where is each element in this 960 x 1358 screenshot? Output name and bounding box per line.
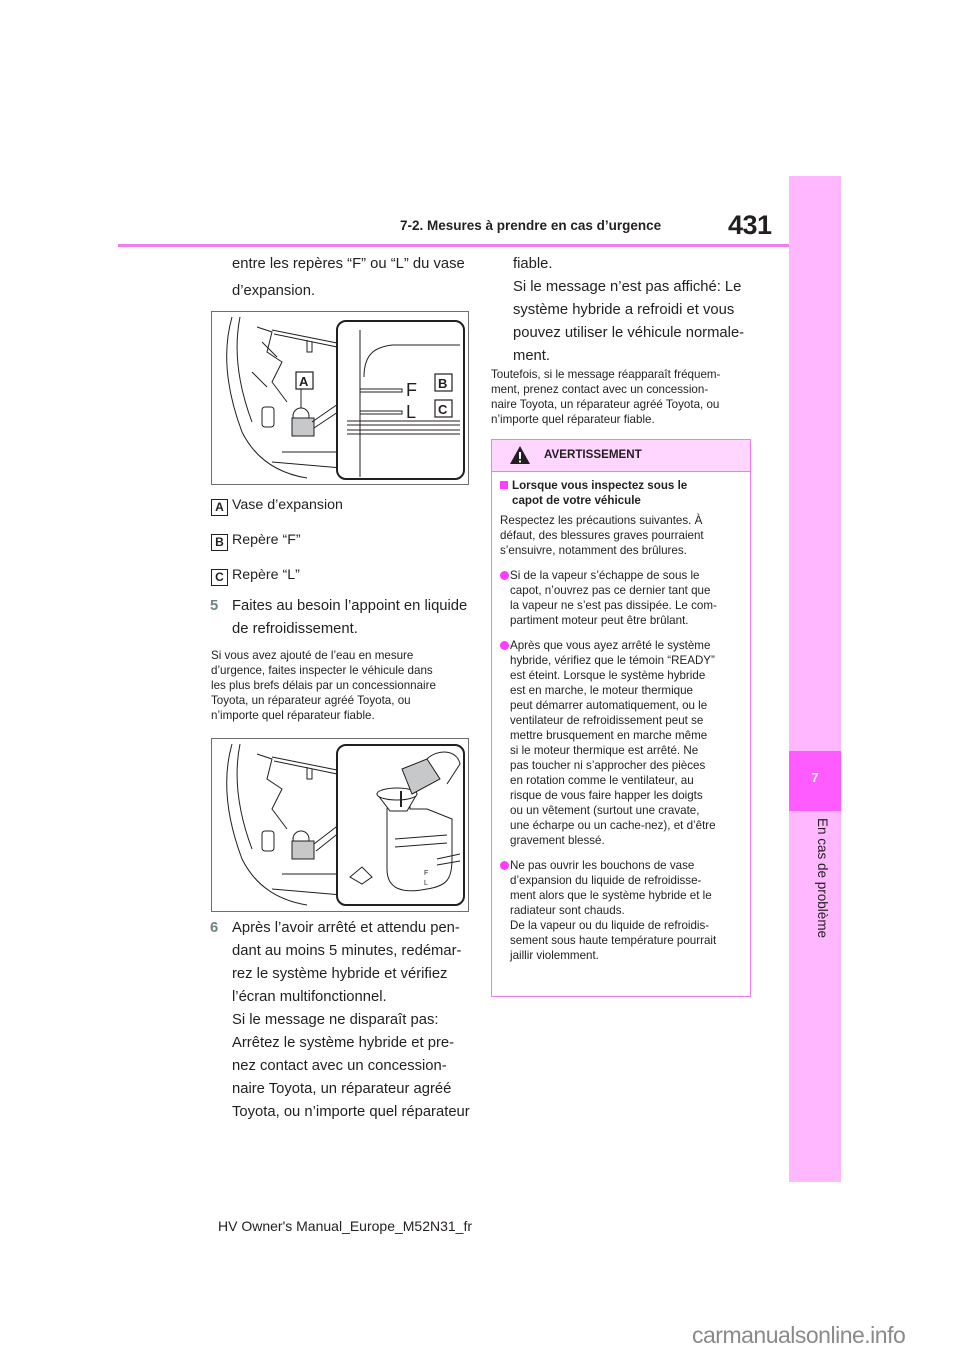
svg-text:F: F bbox=[424, 870, 429, 877]
circle-bullet-icon bbox=[500, 641, 509, 650]
warning-text: pas toucher ni s’approcher des pièces bbox=[510, 759, 706, 772]
svg-text:C: C bbox=[438, 402, 448, 417]
warning-heading-text: Lorsque vous inspectez sous le bbox=[512, 479, 688, 492]
warning-text: s’ensuivre, notamment des brûlures. bbox=[500, 544, 687, 557]
step-text: ment. bbox=[513, 348, 551, 364]
square-bullet-icon bbox=[500, 481, 508, 489]
note-line: les plus brefs délais par un concessionnaire bbox=[211, 679, 436, 692]
section-title: 7-2. Mesures à prendre en cas d’urgence bbox=[400, 218, 662, 233]
warning-title: AVERTISSEMENT bbox=[544, 448, 642, 461]
warning-text: en rotation comme le ventilateur, au bbox=[510, 774, 694, 787]
step-number: 5 bbox=[210, 598, 219, 614]
chapter-side-tab bbox=[789, 176, 841, 1182]
legend-label: Repère “F” bbox=[232, 532, 301, 548]
warning-text: si le moteur thermique est arrêté. Ne bbox=[510, 744, 699, 757]
step-5 bbox=[210, 595, 467, 641]
note-line: ment, prenez contact avec un concession- bbox=[491, 383, 709, 396]
step-text: Si le message ne disparaît pas: bbox=[232, 1012, 439, 1028]
step-text: pouvez utiliser le véhicule normale- bbox=[513, 325, 745, 341]
step-text: Arrêtez le système hybride et pre- bbox=[232, 1035, 455, 1051]
step-text: nez contact avec un concession- bbox=[232, 1058, 447, 1074]
engine-bay-illustration-icon bbox=[212, 312, 468, 484]
chapter-label: En cas de problème bbox=[815, 818, 830, 939]
warning-bullet bbox=[500, 858, 742, 963]
note-line: Toyota, un réparateur agréé Toyota, ou bbox=[211, 694, 411, 707]
warning-text: défaut, des blessures graves pourraient bbox=[500, 529, 704, 542]
warning-text: Après que vous ayez arrêté le système bbox=[510, 639, 711, 652]
warning-text: une écharpe ou un cache-nez), et d’être bbox=[510, 819, 716, 832]
warning-text: d’expansion du liquide de refroidisse- bbox=[510, 874, 702, 887]
note-right bbox=[491, 367, 720, 427]
note-line: n’importe quel réparateur fiable. bbox=[211, 709, 375, 722]
warning-text: hybride, vérifiez que le témoin “READY” bbox=[510, 654, 715, 667]
svg-text:L: L bbox=[424, 880, 428, 887]
watermark-link[interactable]: carmanualsonline.info bbox=[692, 1322, 906, 1348]
header-divider bbox=[118, 244, 789, 247]
step-text: système hybride a refroidi et vous bbox=[513, 302, 735, 318]
warning-text: Respectez les précautions suivantes. À bbox=[500, 514, 703, 527]
warning-heading-text: capot de votre véhicule bbox=[512, 494, 641, 507]
warning-triangle-icon bbox=[509, 445, 531, 465]
step-text: Toyota, ou n’importe quel réparateur bbox=[232, 1104, 470, 1120]
warning-text: peut démarrer automatiquement, ou le bbox=[510, 699, 708, 712]
legend-label: Vase d’expansion bbox=[232, 497, 343, 513]
warning-text: Ne pas ouvrir les bouchons de vase bbox=[510, 859, 695, 872]
note-line: d’urgence, faites inspecter le véhicule dans bbox=[211, 664, 433, 677]
warning-box bbox=[491, 439, 751, 997]
svg-text:A: A bbox=[299, 374, 309, 389]
warning-heading bbox=[500, 478, 742, 508]
svg-text:B: B bbox=[438, 376, 448, 391]
step-6 bbox=[210, 917, 470, 1124]
step-text: naire Toyota, un réparateur agréé bbox=[232, 1081, 452, 1097]
warning-text: radiateur sont chauds. bbox=[510, 904, 625, 917]
warning-text: De la vapeur ou du liquide de refroidis- bbox=[510, 919, 710, 932]
warning-text: est éteint. Lorsque le système hybride bbox=[510, 669, 706, 682]
warning-text: Si de la vapeur s’échappe de sous le bbox=[510, 569, 700, 582]
mark-F: F bbox=[406, 380, 417, 400]
coolant-refill-illustration-icon bbox=[212, 739, 468, 911]
circle-bullet-icon bbox=[500, 861, 509, 870]
page-number: 431 bbox=[728, 210, 772, 240]
warning-bullet bbox=[500, 638, 742, 848]
chapter-number: 7 bbox=[811, 770, 819, 785]
warning-text: la vapeur ne s’est pas dissipée. Le com- bbox=[510, 599, 717, 612]
step-6-continuation bbox=[513, 253, 744, 368]
step-text: Après l’avoir arrêté et attendu pen- bbox=[232, 920, 460, 936]
warning-header bbox=[492, 440, 750, 472]
step-text: Si le message n’est pas affiché: Le bbox=[513, 279, 742, 295]
circle-bullet-icon bbox=[500, 571, 509, 580]
warning-text: sement sous haute température pourrait bbox=[510, 934, 717, 947]
legend-item bbox=[211, 564, 343, 599]
step-number: 6 bbox=[210, 920, 219, 936]
legend-item bbox=[211, 529, 343, 564]
callout-key: A bbox=[211, 499, 228, 516]
note-line: n’importe quel réparateur fiable. bbox=[491, 413, 655, 426]
warning-text: mettre brusquement en marche même bbox=[510, 729, 708, 742]
figure-expansion-tank-levels bbox=[211, 311, 469, 485]
note-line: naire Toyota, un réparateur agréé Toyota, ou bbox=[491, 398, 720, 411]
warning-text: ventilateur de refroidissement peut se bbox=[510, 714, 704, 727]
warning-text: jaillir violemment. bbox=[510, 949, 599, 962]
figure-legend bbox=[211, 494, 343, 599]
intro-text bbox=[232, 253, 465, 303]
mark-L: L bbox=[406, 402, 417, 422]
note-line: Si vous avez ajouté de l’eau en mesure bbox=[211, 649, 414, 662]
legend-label: Repère “L” bbox=[232, 567, 300, 583]
step-text: dant au moins 5 minutes, redémar- bbox=[232, 943, 462, 959]
warning-text: gravement blessé. bbox=[510, 834, 605, 847]
intro-line: entre les repères “F” ou “L” du vase bbox=[232, 256, 465, 272]
warning-bullet bbox=[500, 568, 742, 628]
note-line: Toutefois, si le message réapparaît fréquem- bbox=[491, 368, 721, 381]
figure-refill-coolant bbox=[211, 738, 469, 912]
manual-id-footer: HV Owner's Manual_Europe_M52N31_fr bbox=[218, 1218, 473, 1234]
warning-text: ment alors que le système hybride et le bbox=[510, 889, 712, 902]
warning-intro bbox=[500, 513, 742, 558]
callout-key: C bbox=[211, 569, 228, 586]
warning-text: ou un vêtement (surtout une cravate, bbox=[510, 804, 700, 817]
step-text: de refroidissement. bbox=[232, 621, 358, 637]
callout-key: B bbox=[211, 534, 228, 551]
step-text: fiable. bbox=[513, 256, 553, 272]
legend-item bbox=[211, 494, 343, 529]
step-text: l’écran multifonctionnel. bbox=[232, 989, 387, 1005]
intro-line: d’expansion. bbox=[232, 283, 316, 299]
warning-text: est en marche, le moteur thermique bbox=[510, 684, 694, 697]
note-left bbox=[211, 648, 436, 723]
step-text: rez le système hybride et vérifiez bbox=[232, 966, 448, 982]
step-text: Faites au besoin l’appoint en liquide bbox=[232, 598, 468, 614]
warning-text: risque de vous faire happer les doigts bbox=[510, 789, 703, 802]
warning-text: partiment moteur peut être brûlant. bbox=[510, 614, 689, 627]
warning-text: capot, n’ouvrez pas ce dernier tant que bbox=[510, 584, 711, 597]
